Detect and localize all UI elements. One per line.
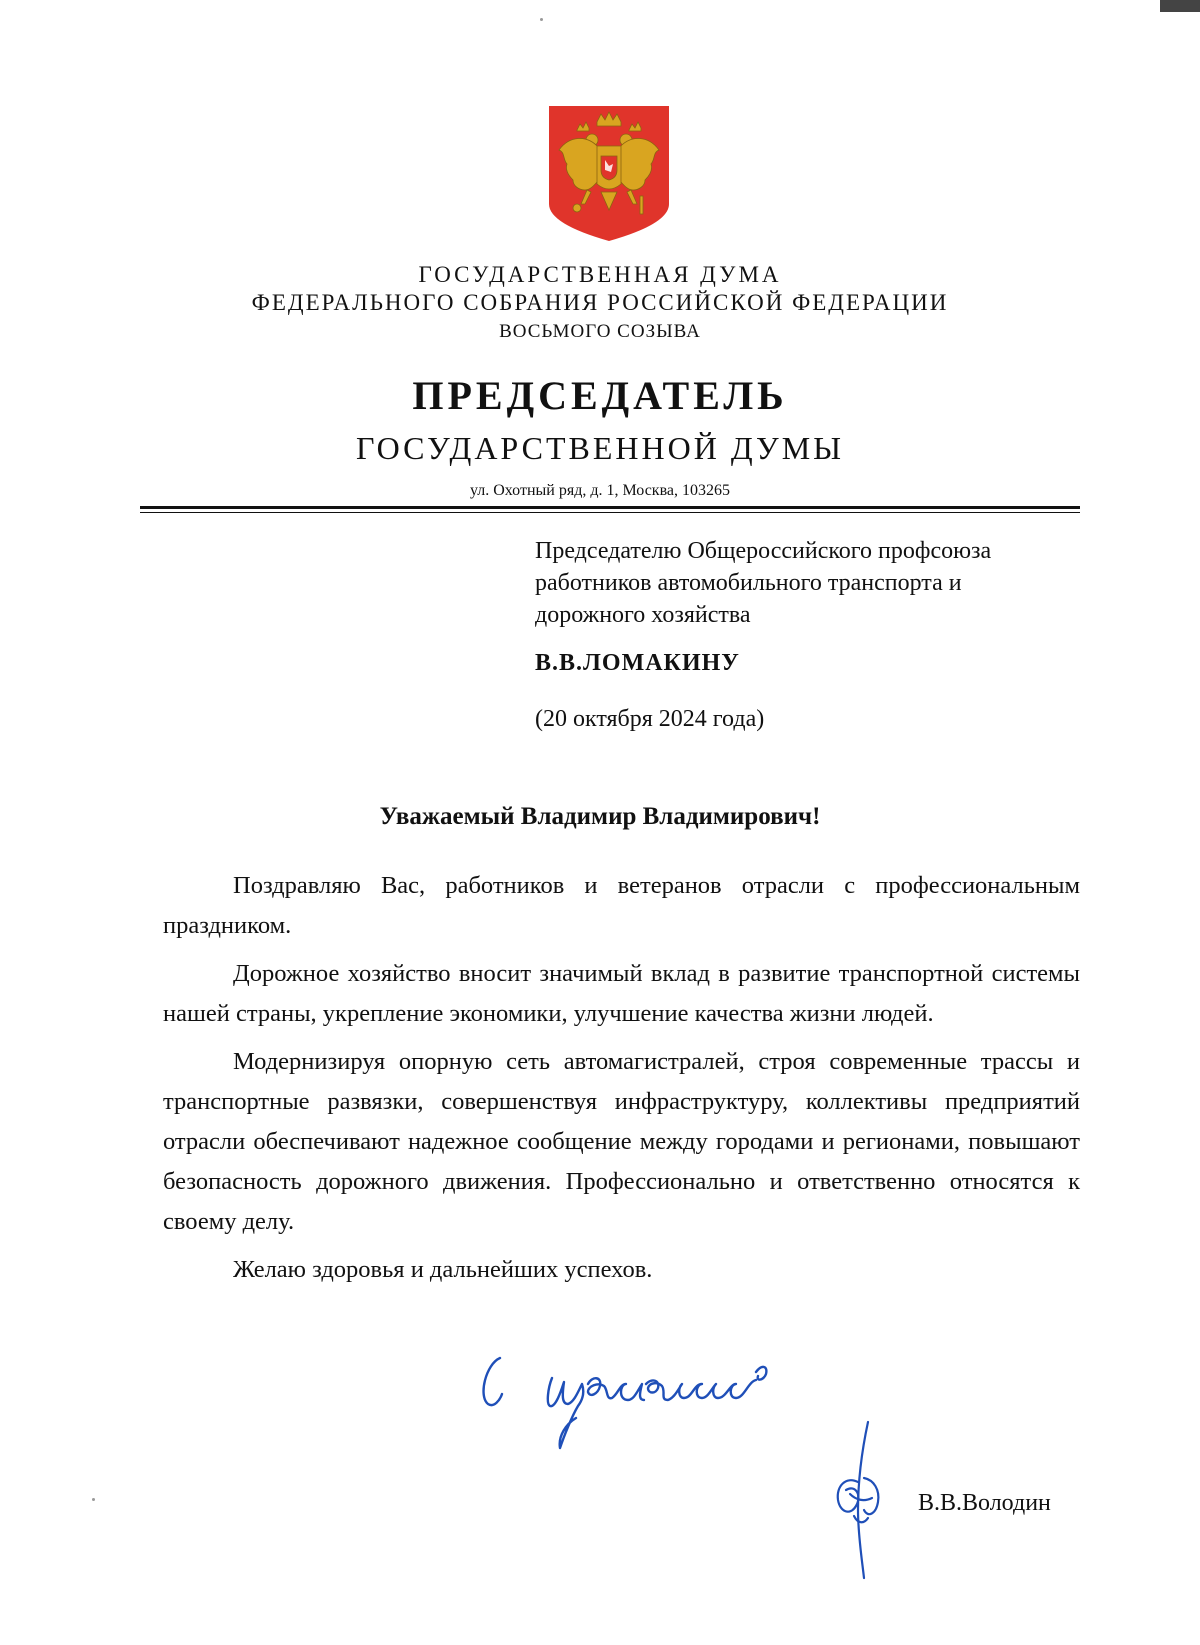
- signer-name: В.В.Володин: [918, 1490, 1051, 1516]
- recipient-name: В.В.ЛОМАКИНУ: [535, 650, 740, 676]
- signature: [828, 1420, 888, 1580]
- scan-edge-mark: [1160, 0, 1200, 12]
- body-paragraph: Модернизируя опорную сеть автомагистралей, строя современные трассы и транспортные развязки, совершенствуя инфраструктуру, коллективы предприятий отрасли обеспечивают надежное сообщение между городами и регионами, повышают безопасность дорожного движения. Профессионально и ответственно относятся к своему делу.: [163, 1048, 1080, 1235]
- letter-greeting: Уважаемый Владимир Владимирович!: [379, 803, 821, 830]
- letterhead-title: ПРЕДСЕДАТЕЛЬ: [412, 373, 788, 418]
- body-paragraph: Желаю здоровья и дальнейших успехов.: [233, 1256, 653, 1283]
- letter-date: (20 октября 2024 года): [535, 706, 765, 732]
- convocation-line: ВОСЬМОГО СОЗЫВА: [499, 321, 701, 342]
- org-name-line-1: ГОСУДАРСТВЕННАЯ ДУМА: [418, 262, 782, 287]
- russian-coat-of-arms-icon: [547, 104, 671, 243]
- scan-speck: [92, 1498, 95, 1501]
- org-name-line-2: ФЕДЕРАЛЬНОГО СОБРАНИЯ РОССИЙСКОЙ ФЕДЕРАЦИИ: [251, 290, 949, 315]
- letter-body: [163, 866, 1080, 1298]
- letterhead-address: ул. Охотный ряд, д. 1, Москва, 103265: [469, 482, 731, 499]
- recipient-position: Председателю Общероссийского профсоюза работников автомобильного транспорта и дорожного хозяйства: [535, 538, 992, 628]
- body-paragraph: Дорожное хозяйство вносит значимый вклад в развитие транспортной системы нашей страны, укрепление экономики, улучшение качества жизни людей.: [163, 960, 1080, 1027]
- body-paragraph: Поздравляю Вас, работников и ветеранов отрасли с профессиональным праздником.: [163, 872, 1080, 939]
- letterhead-subtitle: ГОСУДАРСТВЕННОЙ ДУМЫ: [355, 430, 845, 466]
- scan-speck: [540, 18, 543, 21]
- letterhead-divider-thin: [140, 512, 1080, 513]
- letterhead-divider-thick: [140, 506, 1080, 509]
